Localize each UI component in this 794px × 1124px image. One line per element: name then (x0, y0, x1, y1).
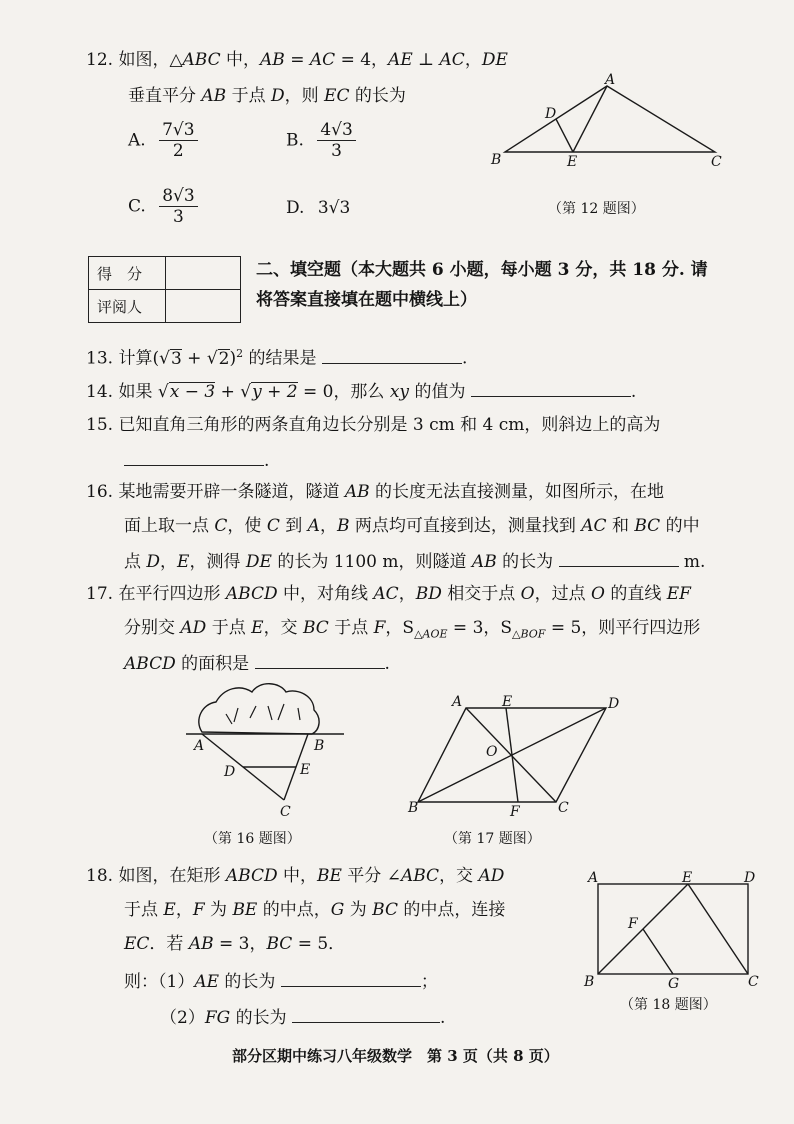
q17-label-a: A (452, 694, 463, 710)
q17-label-d: D (608, 696, 620, 712)
q18-rectangle (598, 884, 748, 974)
q12-option-c[interactable]: C. $\frac{8√3}{3}$ (128, 186, 198, 227)
q12-caption: （第 12 题图） (548, 201, 645, 217)
q13-line: 13. 计算$(√3 + √2)^2$ 的结果是 . (86, 342, 467, 371)
q16-label-a: A (194, 738, 205, 754)
score-cell[interactable] (166, 257, 241, 290)
q18-caption: （第 18 题图） (620, 997, 717, 1013)
q17-line2: 分别交 AD 于点 E，交 BC 于点 F，$S_{\triangle AOE} = 3$，$S_{\triangle BOF} = 5$，则平行四边形 (124, 618, 701, 641)
sqrt-icon: √ (240, 382, 252, 402)
sqrt-icon: √ (157, 382, 169, 402)
q17-segment-ef (506, 708, 518, 802)
q18-label-a: A (588, 870, 599, 886)
q17-label-c: C (558, 800, 569, 816)
q12-label-a: A (605, 72, 616, 88)
q12-label-e: E (567, 154, 578, 170)
q17-line3: ABCD 的面积是 . (124, 650, 390, 676)
q17-label-o: O (486, 744, 498, 760)
q16-line1: 16. 某地需要开辟一条隧道，隧道 AB 的长度无法直接测量，如图所示，在地 (86, 482, 665, 502)
grader-label: 评阅人 (89, 290, 166, 323)
q16-caption: （第 16 题图） (204, 831, 301, 847)
q16-label-d: D (224, 764, 236, 780)
q12-figure (485, 72, 735, 172)
q14-answer-blank[interactable] (471, 378, 631, 397)
q12-option-b[interactable]: B. $\frac{4√3}{3}$ (286, 120, 356, 161)
section2-heading-cont: 将答案直接填在题中横线上） (256, 290, 477, 310)
q12-triangle (505, 86, 715, 152)
page-footer: 部分区期中练习八年级数学 第 3 页（共 8 页） (232, 1047, 559, 1065)
section2-heading: 二、填空题（本大题共 6 小题，每小题 3 分，共 18 分. 请 (256, 260, 708, 280)
q16-answer-blank[interactable] (559, 548, 679, 567)
q18-line1: 18. 如图，在矩形 ABCD 中，BE 平分 ∠ABC，交 AD (86, 866, 505, 886)
q12-option-c-frac: $\frac{8√3}{3}$ (159, 186, 197, 227)
score-label: 得 分 (89, 257, 166, 290)
q18-segment-fg (643, 929, 673, 974)
q18-label-d: D (744, 870, 756, 886)
q17-label-e: E (502, 694, 513, 710)
q18-line2: 于点 E，F 为 BE 的中点，G 为 BC 的中点，连接 (124, 900, 506, 920)
q12-option-b-frac: $\frac{4√3}{3}$ (317, 120, 355, 161)
score-table (88, 256, 241, 323)
q17-label-b: B (408, 800, 419, 816)
q13-answer-blank[interactable] (322, 345, 462, 364)
q18-line5: （2）FG 的长为 . (160, 1004, 445, 1030)
q16-label-e: E (300, 762, 311, 778)
q17-caption: （第 17 题图） (444, 831, 541, 847)
grader-cell[interactable] (166, 290, 241, 323)
q18-label-f: F (628, 916, 638, 932)
q18-answer-blank-2[interactable] (292, 1004, 440, 1023)
q16-label-b: B (314, 738, 325, 754)
q15-answer-blank[interactable] (124, 447, 264, 466)
q12-option-a-frac: $\frac{7√3}{2}$ (159, 120, 197, 161)
q12-option-a[interactable]: A. $\frac{7√3}{2}$ (128, 120, 198, 161)
q18-label-g: G (668, 976, 680, 992)
q18-segment-ec (688, 884, 748, 974)
sqrt-icon: √ (159, 348, 170, 369)
q15-line2: . (124, 447, 269, 473)
q12-segment-de (556, 119, 573, 152)
q12-label-d: D (545, 106, 557, 122)
q17-figure (404, 694, 628, 822)
q18-line3: EC．若 AB = 3，BC = 5． (124, 934, 346, 954)
q16-line2: 面上取一点 C，使 C 到 A，B 两点均可直接到达，测量找到 AC 和 BC 的中 (124, 516, 700, 536)
q17-label-f: F (510, 804, 520, 820)
q12-segment-ae (573, 86, 607, 152)
q18-figure (580, 862, 770, 992)
q16-line3: 点 D，E，测得 DE 的长为 1100 m，则隧道 AB 的长为 m. (124, 548, 705, 574)
q12-label-b: B (491, 152, 502, 168)
q18-line4: 则：（1）AE 的长为 ； (124, 968, 438, 994)
q18-answer-blank-1[interactable] (281, 968, 421, 987)
q12-label-c: C (711, 154, 722, 170)
q15-line1: 15. 已知直角三角形的两条直角边长分别是 3 cm 和 4 cm，则斜边上的高为 (86, 415, 661, 435)
sqrt-icon: √ (206, 348, 218, 369)
mountain-texture (226, 704, 300, 724)
q12-line2: 垂直平分 AB 于点 D，则 EC 的长为 (128, 86, 406, 106)
q18-label-b: B (584, 974, 595, 990)
q17-answer-blank[interactable] (255, 650, 385, 669)
q17-line1: 17. 在平行四边形 ABCD 中，对角线 AC，BD 相交于点 O，过点 O 的直线 EF (86, 584, 691, 604)
q12-option-d[interactable]: D. 3√3 (286, 198, 351, 218)
q18-label-e: E (682, 870, 693, 886)
q14-line: 14. 如果 √x − 3 + √y + 2 = 0，那么 xy 的值为 . (86, 378, 636, 404)
q12-line1: 12. 如图，△ABC 中，AB = AC = 4，AE ⊥ AC，DE (86, 50, 508, 70)
q18-label-c: C (748, 974, 759, 990)
mountain-icon (199, 684, 319, 734)
q16-label-c: C (280, 804, 291, 820)
q16-figure (180, 678, 350, 822)
